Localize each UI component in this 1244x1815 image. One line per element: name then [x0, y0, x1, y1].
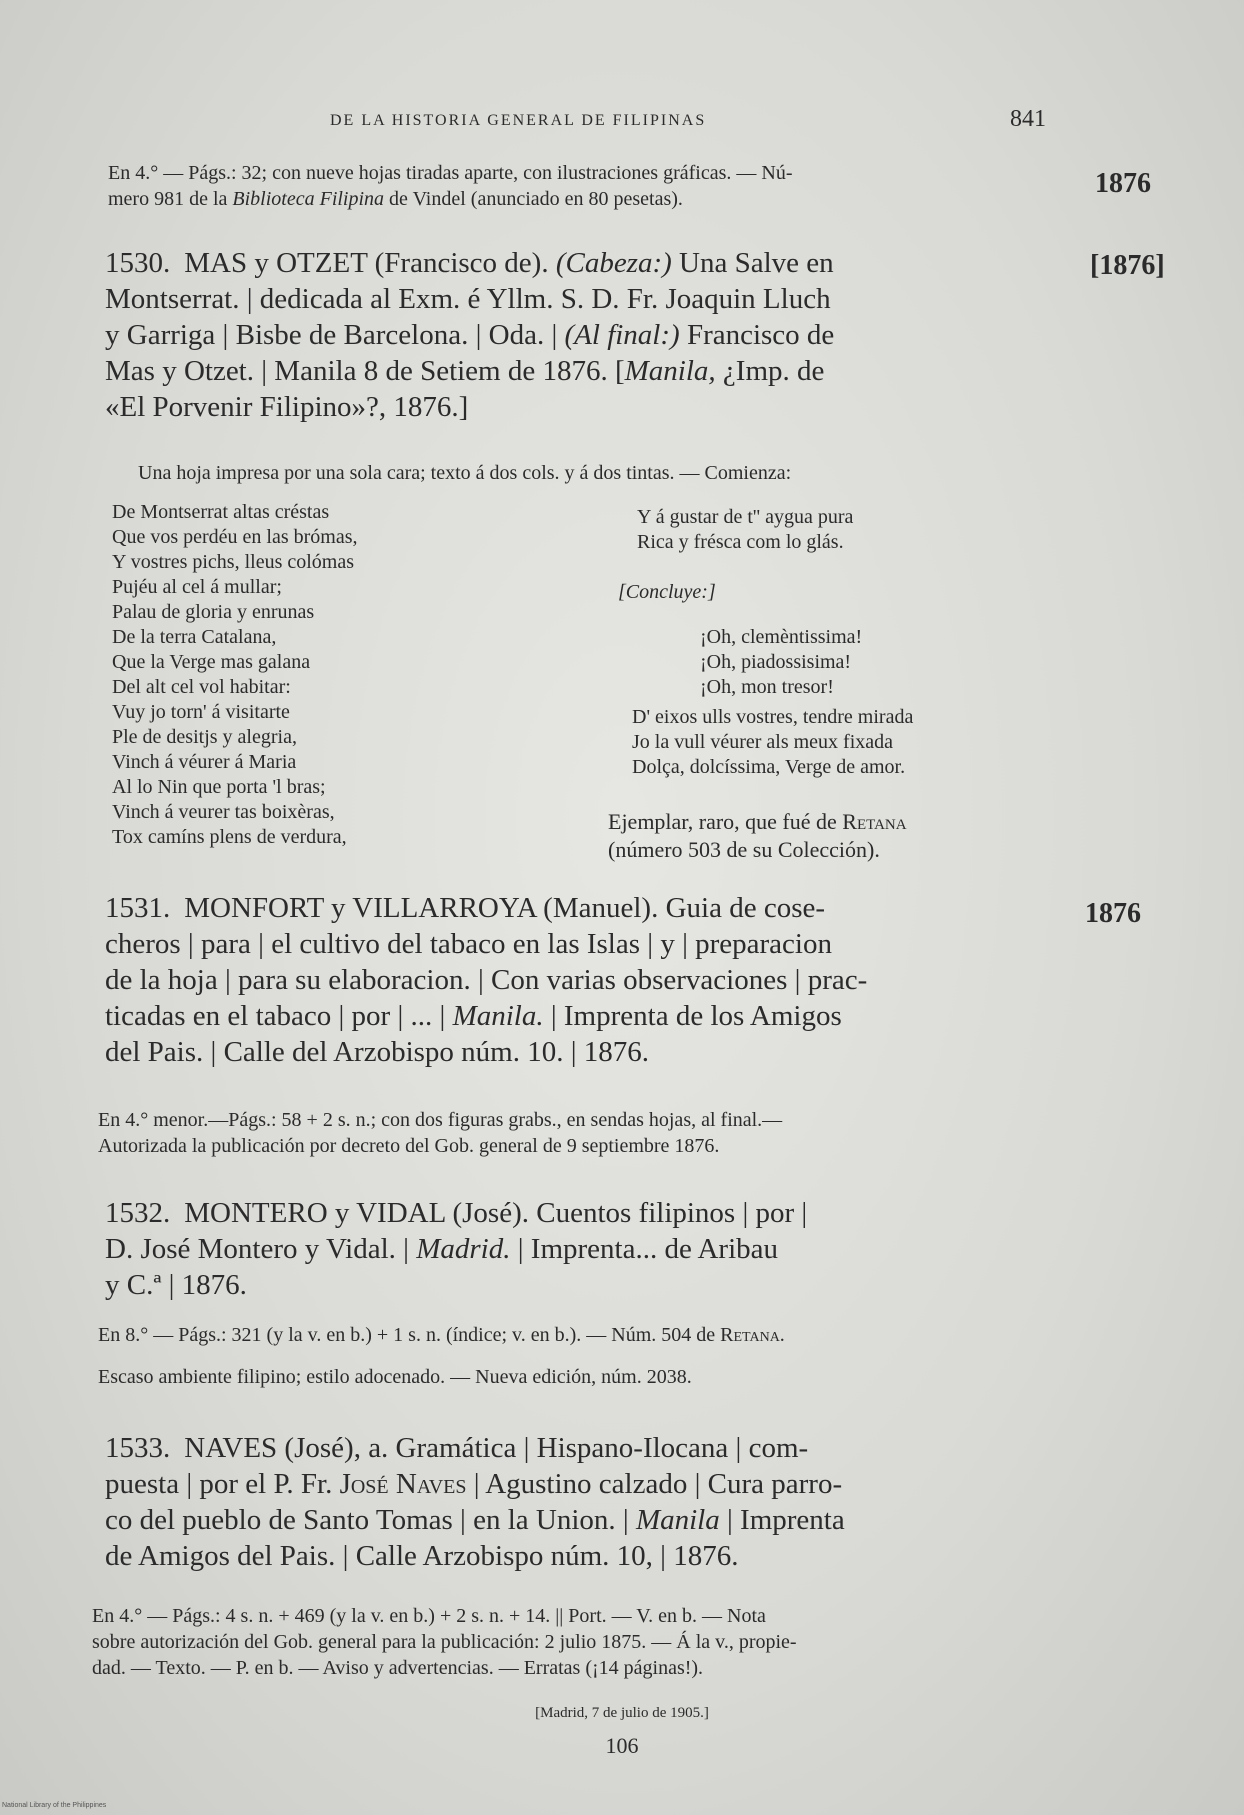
poem-line: Y vostres pichs, lleus colómas — [112, 551, 355, 573]
entry-1533: 1533. NAVES (José), a. Gramática | Hispano-Ilocana | com- puesta | por el P. Fr. José Naves | Agustino calzado | Cura parro- co del pueblo de Santo Tomas | en la Union. | Manila | Imprenta de Amigos del Pais. | Calle Arzobispo núm. 10, | 1876. — [105, 1432, 845, 1572]
entry-1530: 1530. MAS y OTZET (Francisco de). (Cabeza:) Una Salve en Montserrat. | dedicada al Exm. é Yllm. S. D. Fr. Joaquin Lluch y Garriga | Bisbe de Barcelona. | Oda. | (Al final:) Francisco de Mas y Otzet. | Manila 8 de Setiem de 1876. [Manila, ¿Imp. de «El Porvenir Filipino»?, 1876.] — [105, 247, 835, 423]
poem-line: Que vos perdéu en las brómas, — [112, 526, 358, 548]
ejemplar-note: Ejemplar, raro, que fué de Retana (número 503 de su Colección). — [608, 809, 907, 862]
entry-1530-description: Una hoja impresa por una sola cara; texto á dos cols. y á dos tintas. — Comienza: — [138, 462, 792, 484]
poem-line: Tox camíns plens de verdura, — [112, 826, 347, 848]
poem-line: Pujéu al cel á mullar; — [112, 576, 282, 598]
poem-line: Al lo Nin que porta 'l bras; — [112, 776, 326, 798]
poem-right-bottom — [632, 705, 913, 780]
poem-line: Y á gustar de t'' aygua pura — [637, 506, 854, 528]
poem-line: Palau de gloria y enrunas — [112, 601, 315, 623]
poem-line: Ple de desitjs y alegria, — [112, 726, 297, 748]
entry-number: 1532. — [105, 1197, 171, 1229]
poem-line: ¡Oh, piadossisima! — [700, 651, 852, 673]
poem-right-top — [637, 505, 853, 555]
poem-line: ¡Oh, clemèntissima! — [700, 626, 863, 648]
poem-line: Del alt cel vol habitar: — [112, 676, 291, 698]
poem-line: De Montserrat altas créstas — [112, 501, 330, 523]
entry-1532: 1532. MONTERO y VIDAL (José). Cuentos filipinos | por | D. José Montero y Vidal. | Madrid. | Imprenta... de Aribau y C.ª | 1876. — [105, 1197, 808, 1301]
entry-1532-description: En 8.° — Págs.: 321 (y la v. en b.) + 1 s. n. (índice; v. en b.). — Núm. 504 de Retana. Escaso ambiente filipino; estilo adocenado. — Nueva edición, núm. 2038. — [98, 1324, 785, 1388]
running-title: DE LA HISTORIA GENERAL DE FILIPINAS — [330, 112, 707, 129]
poem-line: D' eixos ulls vostres, tendre mirada — [632, 706, 914, 728]
poem-left-column — [112, 500, 358, 850]
poem-line: Dolça, dolcíssima, Verge de amor. — [632, 756, 906, 778]
poem-line: De la terra Catalana, — [112, 626, 277, 648]
poem-line: Vinch á veurer tas boixèras, — [112, 801, 335, 823]
page-number: 841 — [1010, 106, 1046, 132]
library-stamp: National Library of the Philippines — [2, 1802, 107, 1809]
poem-line: Jo la vull véurer als meux fixada — [632, 731, 894, 753]
poem-right-middle — [700, 625, 862, 700]
poem-line: Que la Verge mas galana — [112, 651, 311, 673]
entry-1531: 1531. MONFORT y VILLARROYA (Manuel). Guia de cose- cheros | para | el cultivo del tabaco en las Islas | y | preparacion de la hoja | para su elaboracion. | Con varias observaciones | prac- ticadas en el tabaco | por | ... | Manila. | Imprenta de los Amigos del Pais. | Calle del Arzobispo núm. 10. | 1876. — [105, 892, 868, 1068]
entry-number: 1530. — [105, 247, 171, 279]
entry-1531-description: En 4.° menor.—Págs.: 58 + 2 s. n.; con dos figuras grabs., en sendas hojas, al final.— Autorizada la publicación por decreto del Gob. general de 9 septiembre 1876. — [98, 1109, 783, 1157]
entry-1533-description: En 4.° — Págs.: 4 s. n. + 469 (y la v. en b.) + 2 s. n. + 14. || Port. — V. en b. — Nota sobre autorización del Gob. general para la publicación: 2 julio 1875. — Á la v., propie- dad. — Texto. — P. en b. — Aviso y advertencias. — Erratas (¡14 páginas!). — [92, 1605, 797, 1679]
margin-year: 1876 — [1085, 898, 1141, 929]
folio-number: 106 — [605, 1733, 639, 1758]
margin-year: [1876] — [1090, 250, 1165, 281]
margin-year: 1876 — [1095, 168, 1151, 199]
imprint-line: [Madrid, 7 de julio de 1905.] — [535, 1705, 709, 1721]
running-header — [330, 106, 1050, 132]
entry-number: 1533. — [105, 1432, 171, 1464]
continuation-note: En 4.° — Págs.: 32; con nueve hojas tiradas aparte, con ilustraciones gráficas. — Nú- mero 981 de la Biblioteca Filipina de Vindel (anunciado en 80 pesetas). — [108, 162, 793, 210]
poem-line: Vuy jo torn' á visitarte — [112, 701, 290, 723]
poem-line: Vinch á véurer á Maria — [112, 751, 297, 773]
poem-line: ¡Oh, mon tresor! — [700, 676, 834, 698]
entry-number: 1531. — [105, 892, 171, 924]
concluye-note: [Concluye:] — [618, 581, 716, 603]
poem-line: Rica y frésca com lo glás. — [637, 531, 844, 553]
